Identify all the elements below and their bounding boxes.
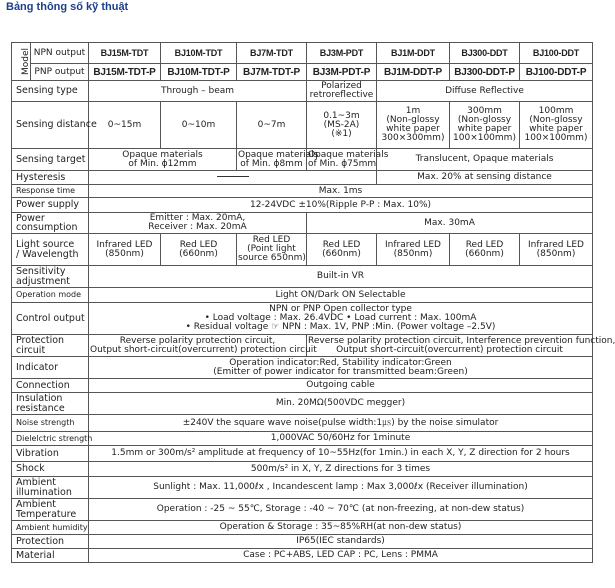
light-source-value: Red LED (660nm) (161, 234, 237, 266)
response-time-label: Response time (12, 185, 89, 198)
pnp-model: BJ3M-PDT-P (307, 64, 377, 81)
noise-strength-value: ±240V the square wave noise(pulse width:1㎲) by the noise simulator (89, 415, 593, 432)
indicator-label: Indicator (12, 357, 89, 379)
sensing-target-label: Sensing target (12, 149, 89, 171)
distance-value: 1m (Non-glossy white paper 300×300mm) (377, 102, 450, 149)
sensing-type-polarized: Polarized retroreflective (307, 81, 377, 102)
consumption-other: Max. 30mA (307, 213, 593, 234)
pnp-model: BJ7M-TDT-P (237, 64, 307, 81)
connection-value: Outgoing cable (89, 379, 593, 393)
npn-model: BJ15M-TDT (89, 43, 161, 64)
light-source-value: Infrared LED (850nm) (377, 234, 450, 266)
insulation-label: Insulation resistance (12, 393, 89, 415)
sensitivity-value: Built-in VR (89, 266, 593, 288)
npn-model: BJ300-DDT (450, 43, 520, 64)
noise-strength-label: Noise strength (12, 415, 89, 432)
target-value: Translucent, Opaque materials (377, 149, 593, 171)
material-label: Material (12, 549, 89, 563)
light-source-value: Red LED (Point light source 650nm) (237, 234, 307, 266)
npn-model: BJ3M-PDT (307, 43, 377, 64)
control-output-value: NPN or PNP Open collector type • Load voltage : Max. 26.4VDC • Load current : Max. 100mA • Residual voltage ☞ NPN : Max. 1V, PNP :Min. (Power voltage –2.5V) (89, 303, 593, 335)
vibration-value: 1.5mm or 300m/s² amplitude at frequency of 10~55Hz(for 1min.) in each X, Y, Z direction for 2 hours (89, 446, 593, 462)
power-consumption-label: Power consumption (12, 213, 89, 234)
target-value: Opaque materials of Min. ϕ8mm (238, 149, 319, 169)
light-source-value: Red LED (660nm) (307, 234, 377, 266)
material-value: Case : PC+ABS, LED CAP : PC, Lens : PMMA (89, 549, 593, 563)
operation-mode-label: Operation mode (12, 288, 89, 303)
page-title: Bảng thông số kỹ thuật (6, 1, 129, 13)
power-supply-label: Power supply (12, 198, 89, 213)
response-time-value: Max. 1ms (89, 185, 593, 198)
pnp-model: BJ1M-DDT-P (377, 64, 450, 81)
insulation-value: Min. 20MΩ(500VDC megger) (89, 393, 593, 415)
sensitivity-label: Sensitivity adjustment (12, 266, 89, 288)
power-supply-value: 12-24VDC ±10%(Ripple P-P : Max. 10%) (89, 198, 593, 213)
pnp-model: BJ15M-TDT-P (89, 64, 161, 81)
indicator-value: Operation indicator:Red, Stability indicator:Green (Emitter of power indicator for transmitted beam:Green) (89, 357, 593, 379)
operation-mode-value: Light ON/Dark ON Selectable (89, 288, 593, 303)
ambient-temperature-label: Ambient Temperature (12, 499, 89, 521)
consumption-through: Emitter : Max. 20mA, Receiver : Max. 20mA (89, 213, 307, 234)
spec-table (11, 42, 615, 563)
pnp-model: BJ10M-TDT-P (161, 64, 237, 81)
sensing-type-diffuse: Diffuse Reflective (377, 81, 593, 102)
control-output-label: Control output (12, 303, 89, 335)
vibration-label: Vibration (12, 446, 89, 462)
pnp-model: BJ100-DDT-P (520, 64, 593, 81)
distance-value: 0~10m (161, 102, 237, 149)
light-source-value: Infrared LED (850nm) (520, 234, 593, 266)
dash-mark (217, 176, 249, 177)
sensing-type-through: Through – beam (89, 81, 307, 102)
target-value: Opaque materials of Min. ϕ75mm (308, 149, 389, 169)
sensing-distance-label: Sensing distance (12, 102, 89, 149)
ambient-temperature-value: Operation : -25 ~ 55℃, Storage : -40 ~ 70℃ (at non-freezing, at non-dew status) (89, 499, 593, 521)
hysteresis-na (89, 171, 377, 185)
ambient-illumination-label: Ambient illumination (12, 477, 89, 499)
connection-label: Connection (12, 379, 89, 393)
light-source-label: Light source / Wavelength (12, 234, 89, 266)
distance-value: 0.1~3m (MS-2A) (※1) (307, 102, 377, 149)
distance-value: 300mm (Non-glossy white paper 100×100mm) (450, 102, 520, 149)
npn-output-label: NPN output (31, 43, 89, 64)
npn-model: BJ1M-DDT (377, 43, 450, 64)
distance-value: 0~15m (89, 102, 161, 149)
pnp-output-label: PNP output (31, 64, 89, 81)
ambient-humidity-label: Ambient humidity (12, 521, 89, 535)
npn-model: BJ10M-TDT (161, 43, 237, 64)
npn-model: BJ7M-TDT (237, 43, 307, 64)
target-value: Opaque materials of Min. ϕ12mm (89, 149, 237, 171)
hysteresis-value: Max. 20% at sensing distance (377, 171, 593, 185)
ambient-humidity-value: Operation & Storage : 35~85%RH(at non-dew status) (89, 521, 593, 535)
distance-value: 0~7m (237, 102, 307, 149)
dielectric-value: 1,000VAC 50/60Hz for 1minute (89, 432, 593, 446)
shock-value: 500m/s² in X, Y, Z directions for 3 times (89, 462, 593, 477)
shock-label: Shock (12, 462, 89, 477)
light-source-value: Infrared LED (850nm) (89, 234, 161, 266)
hysteresis-label: Hysteresis (12, 171, 89, 185)
protection-circuit-label: Protection circuit (12, 335, 89, 357)
protection-label: Protection (12, 535, 89, 549)
ambient-illumination-value: Sunlight : Max. 11,000ℓx , Incandescent lamp : Max 3,000ℓx (Receiver illumination) (89, 477, 593, 499)
pnp-model: BJ300-DDT-P (450, 64, 520, 81)
protection-circuit-other: Reverse polarity protection circuit, Interference prevention function, Output short-circuit(overcurrent) protection circuit (308, 335, 615, 355)
dielectric-label: Dielelctric strength (12, 432, 89, 446)
protection-value: IP65(IEC standards) (89, 535, 593, 549)
distance-value: 100mm (Non-glossy white paper 100×100mm) (520, 102, 593, 149)
sensing-type-label: Sensing type (12, 81, 89, 102)
model-header: Model (12, 43, 31, 81)
light-source-value: Red LED (660nm) (450, 234, 520, 266)
protection-circuit-through: Reverse polarity protection circuit, Output short-circuit(overcurrent) protection circuit (90, 335, 317, 355)
npn-model: BJ100-DDT (520, 43, 593, 64)
